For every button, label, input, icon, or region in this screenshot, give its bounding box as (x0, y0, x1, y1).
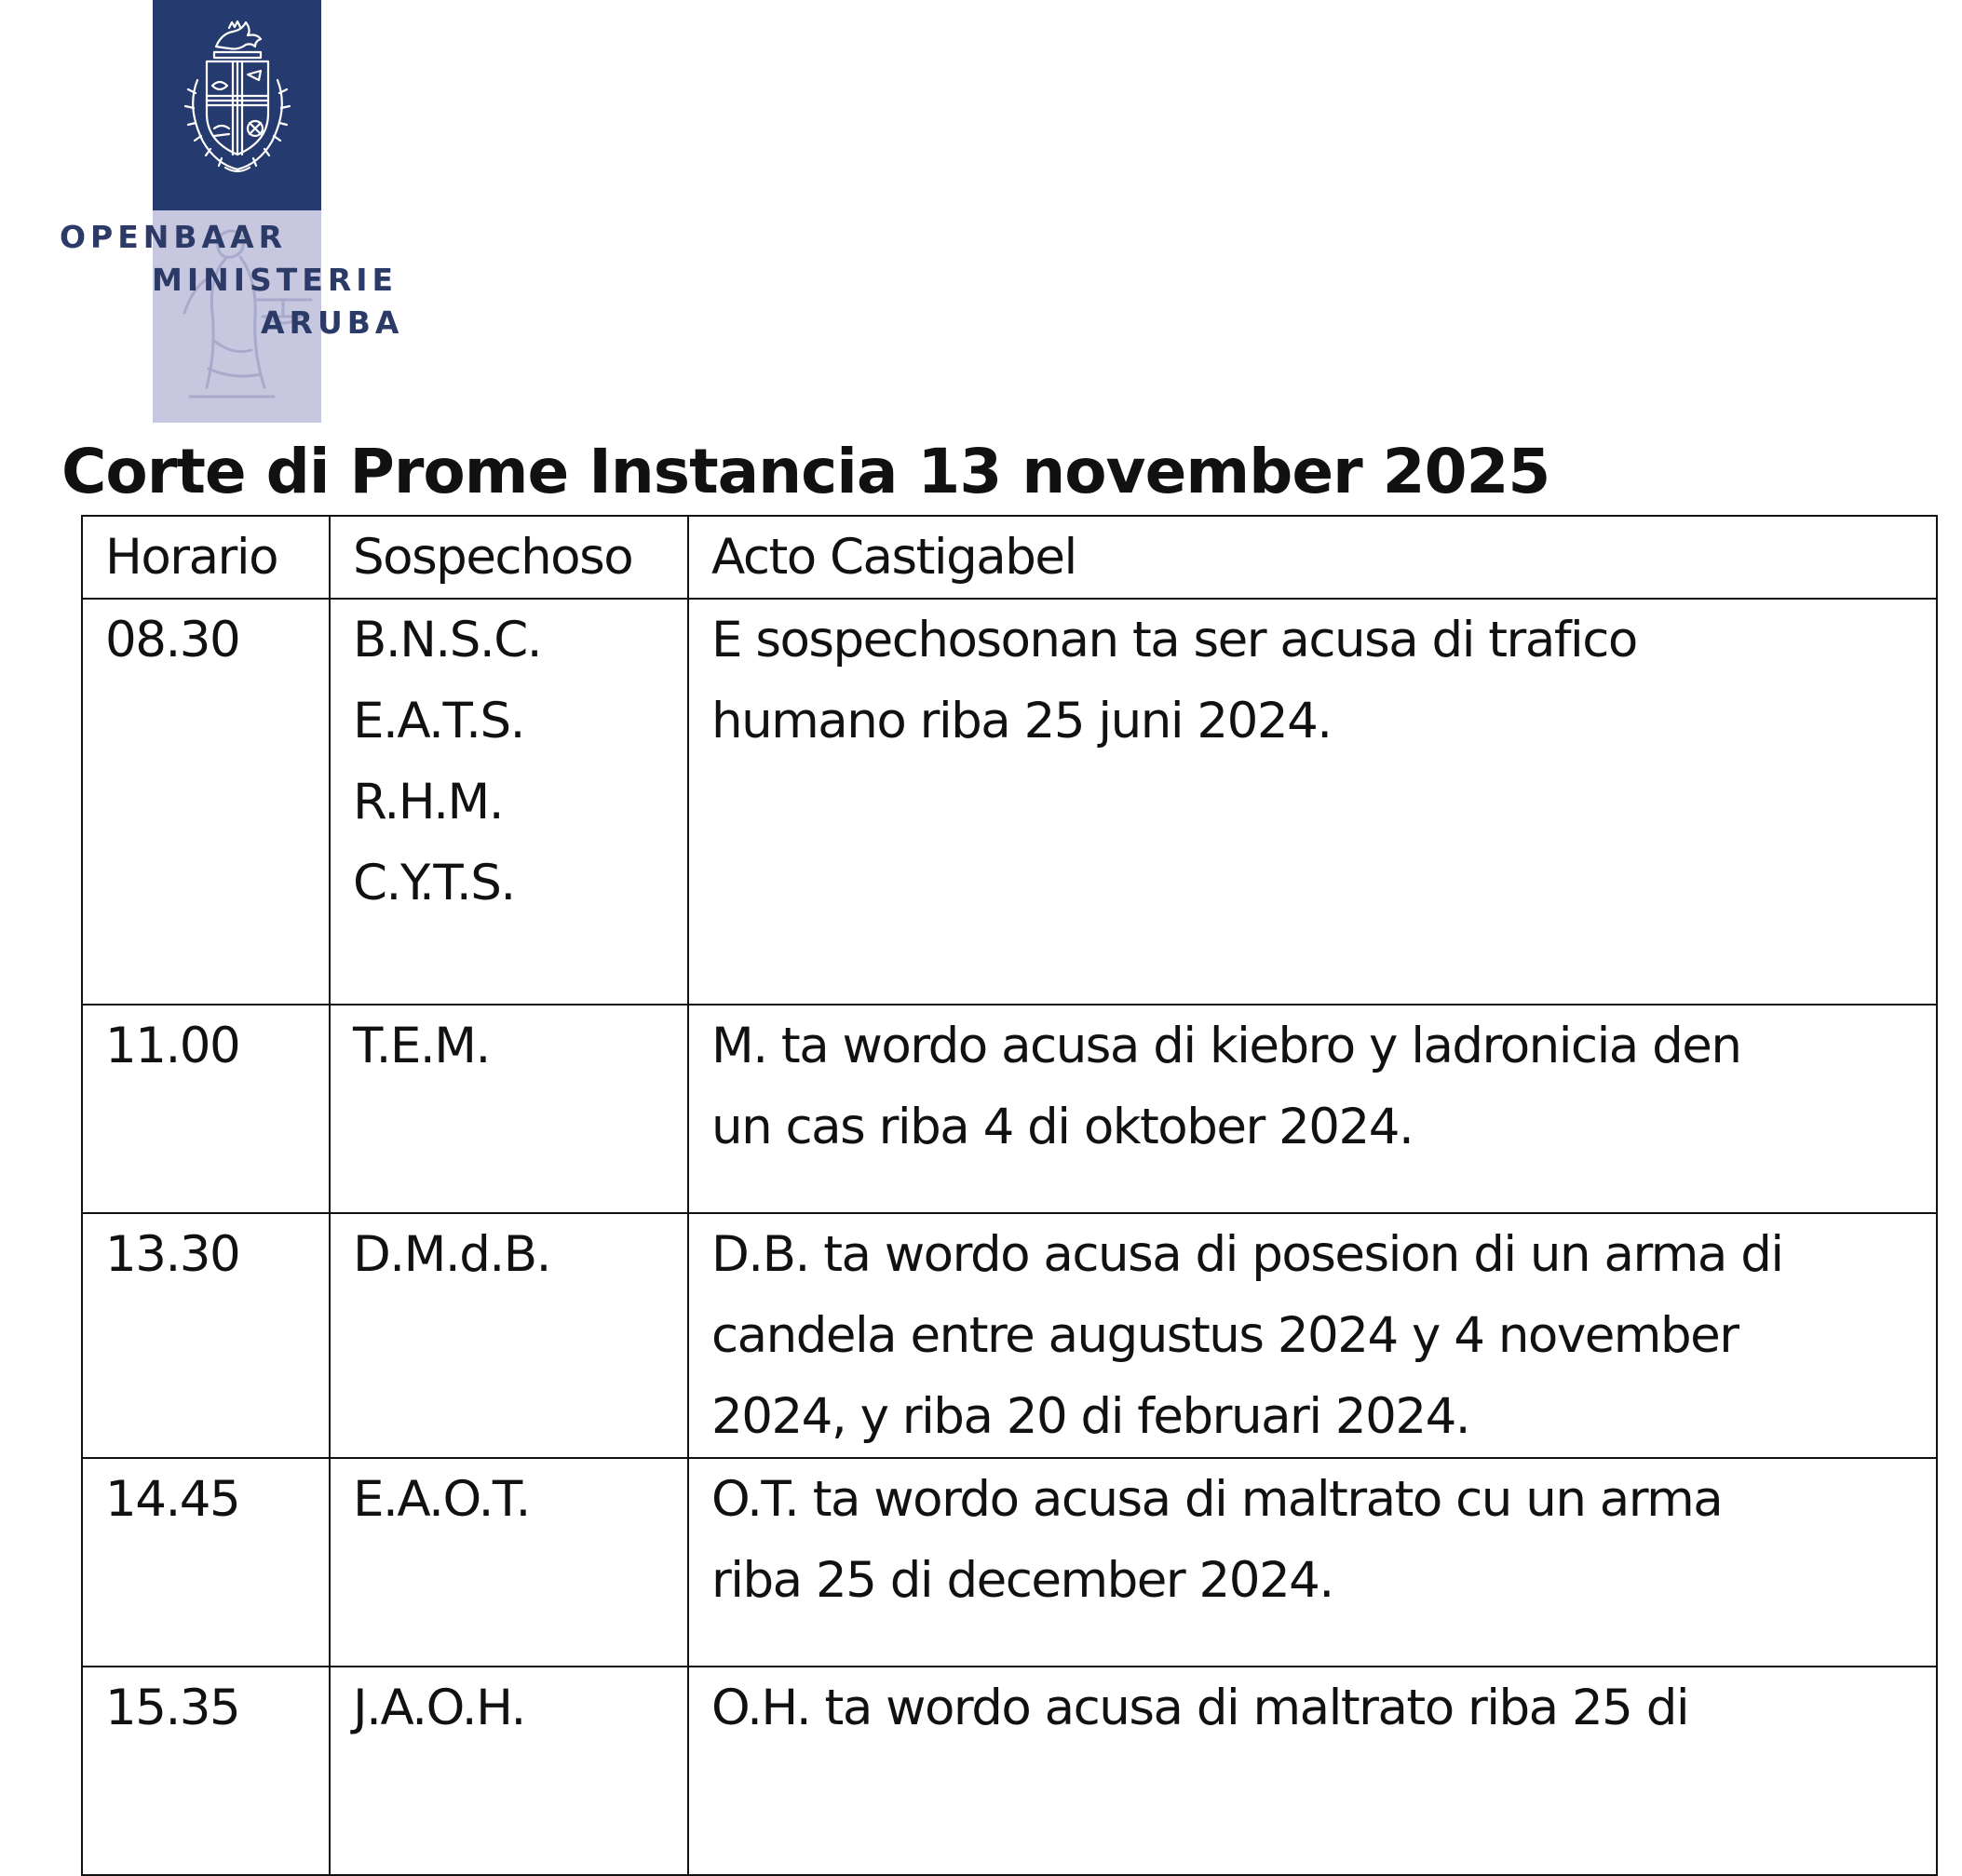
suspect-initials: R.H.M. (353, 774, 504, 830)
coat-of-arms-icon (153, 0, 321, 210)
logo-text-ministerie: MINISTERIE (152, 262, 399, 298)
column-header-sospechoso: Sospechoso (330, 516, 688, 599)
logo-text-openbaar: OPENBAAR (60, 219, 288, 255)
offense-cell (688, 1005, 1937, 1213)
offense-cell (688, 599, 1937, 1005)
offense-cell (688, 1458, 1937, 1667)
page-title: Corte di Prome Instancia 13 november 2025 (61, 436, 1550, 507)
suspect-initials: J.A.O.H. (353, 1680, 525, 1736)
column-header-acto-castigabel: Acto Castigabel (688, 516, 1937, 599)
suspect-initials: D.M.d.B. (353, 1226, 550, 1283)
offense-cell (688, 1667, 1937, 1875)
suspect-cell (330, 1213, 688, 1458)
offense-text: O.T. ta wordo acusa di maltrato cu un arma (711, 1471, 1723, 1528)
offense-text: D.B. ta wordo acusa di posesion di un arma di (711, 1226, 1783, 1283)
time-cell: 11.00 (82, 1005, 330, 1213)
time-cell: 13.30 (82, 1213, 330, 1458)
time-cell: 15.35 (82, 1667, 330, 1875)
suspect-initials: C.Y.T.S. (353, 855, 515, 911)
offense-text: 2024, y riba 20 di februari 2024. (711, 1388, 1470, 1445)
time-cell: 08.30 (82, 599, 330, 1005)
offense-text: candela entre augustus 2024 y 4 november (711, 1307, 1739, 1364)
table-row (82, 1458, 1937, 1667)
offense-cell (688, 1213, 1937, 1458)
table-row (82, 1667, 1937, 1875)
suspect-cell (330, 1667, 688, 1875)
schedule-table (81, 515, 1938, 1876)
table-row (82, 1005, 1937, 1213)
offense-text: riba 25 di december 2024. (711, 1552, 1333, 1609)
table-header-row (82, 516, 1937, 599)
ministry-logo (0, 0, 447, 424)
logo-emblem-panel (153, 0, 321, 210)
suspect-initials: E.A.T.S. (353, 693, 524, 749)
logo-text-aruba: ARUBA (261, 304, 404, 341)
suspect-cell (330, 1458, 688, 1667)
offense-text: humano riba 25 juni 2024. (711, 693, 1332, 749)
offense-text: O.H. ta wordo acusa di maltrato riba 25 di (711, 1680, 1689, 1736)
column-header-horario: Horario (82, 516, 330, 599)
suspect-cell (330, 1005, 688, 1213)
suspect-initials: E.A.O.T. (353, 1471, 530, 1528)
offense-text: M. ta wordo acusa di kiebro y ladronicia den (711, 1018, 1741, 1074)
schedule-table-container (81, 515, 1936, 1736)
table-row (82, 1213, 1937, 1458)
time-cell: 14.45 (82, 1458, 330, 1667)
offense-text: E sospechosonan ta ser acusa di trafico (711, 612, 1637, 668)
offense-text: un cas riba 4 di oktober 2024. (711, 1099, 1414, 1155)
suspect-initials: T.E.M. (353, 1018, 490, 1074)
suspect-cell (330, 599, 688, 1005)
suspect-initials: B.N.S.C. (353, 612, 542, 668)
table-row (82, 599, 1937, 1005)
